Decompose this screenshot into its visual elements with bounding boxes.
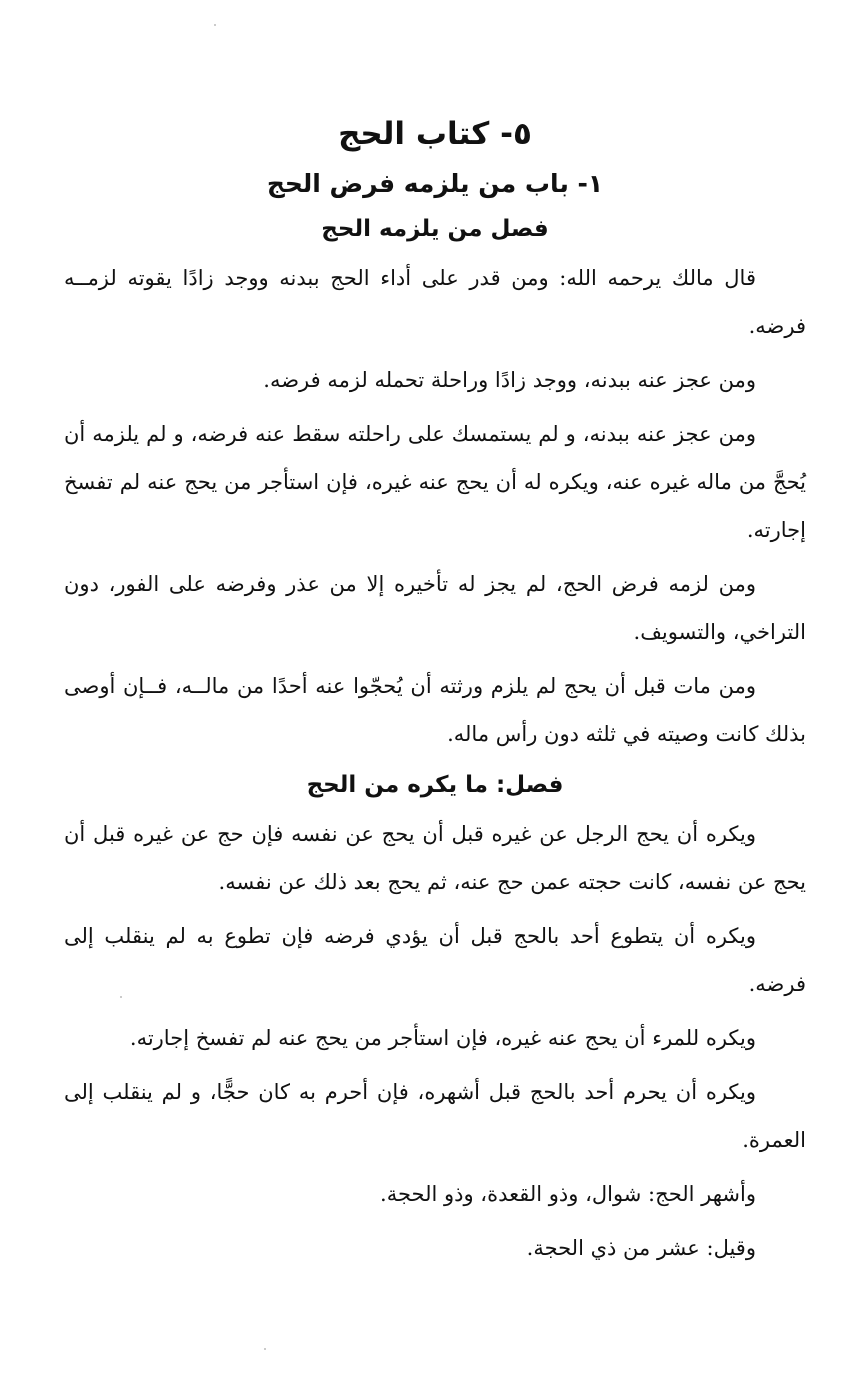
bab-title: ١- باب من يلزمه فرض الحج bbox=[266, 169, 604, 198]
scan-speck bbox=[120, 996, 122, 998]
paragraph: ومن مات قبل أن يحج لم يلزم ورثته أن يُحجّوا عنه أحدًا من مالــه، فــإن أوصى بذلك كانت وصيته في ثلثه دون رأس ماله. bbox=[64, 674, 806, 746]
paragraph: ومن عجز عنه ببدنه، و لم يستمسك على راحلته سقط عنه فرضه، و لم يلزمه أن يُحجَّ من ماله غيره عنه، ويكره له أن يحج عنه غيره، فإن استأجر من يحج عنه لم تفسخ إجارته. bbox=[64, 422, 806, 542]
paragraph: ومن لزمه فرض الحج، لم يجز له تأخيره إلا من عذر وفرضه على الفور، دون التراخي، والتسويف. bbox=[64, 572, 806, 644]
chapter-title: ٥- كتاب الحج bbox=[338, 116, 532, 152]
paragraph: وقيل: عشر من ذي الحجة. bbox=[526, 1236, 756, 1260]
paragraph: قال مالك يرحمه الله: ومن قدر على أداء الحج ببدنه ووجد زادًا يقوته لزمــه فرضه. bbox=[64, 266, 806, 338]
section-title: فصل: ما يكره من الحج bbox=[306, 772, 564, 798]
paragraph: ويكره أن يتطوع أحد بالحج قبل أن يؤدي فرضه فإن تطوع به لم ينقلب إلى فرضه. bbox=[64, 924, 806, 996]
section-title: فصل من يلزمه الحج bbox=[321, 216, 549, 242]
scan-speck bbox=[214, 24, 216, 26]
paragraph: وأشهر الحج: شوال، وذو القعدة، وذو الحجة. bbox=[380, 1182, 756, 1206]
scan-speck bbox=[264, 1348, 266, 1350]
paragraph: ويكره للمرء أن يحج عنه غيره، فإن استأجر من يحج عنه لم تفسخ إجارته. bbox=[129, 1026, 756, 1050]
book-page bbox=[64, 112, 806, 1278]
paragraph: ويكره أن يحرم أحد بالحج قبل أشهره، فإن أحرم به كان حجًّا، و لم ينقلب إلى العمرة. bbox=[64, 1080, 806, 1152]
paragraph: ويكره أن يحج الرجل عن غيره قبل أن يحج عن نفسه فإن حج عن غيره قبل أن يحج عن نفسه، كانت حجته عمن حج عنه، ثم يحج بعد ذلك عن نفسه. bbox=[64, 822, 806, 894]
paragraph: ومن عجز عنه ببدنه، ووجد زادًا وراحلة تحمله لزمه فرضه. bbox=[263, 368, 756, 392]
